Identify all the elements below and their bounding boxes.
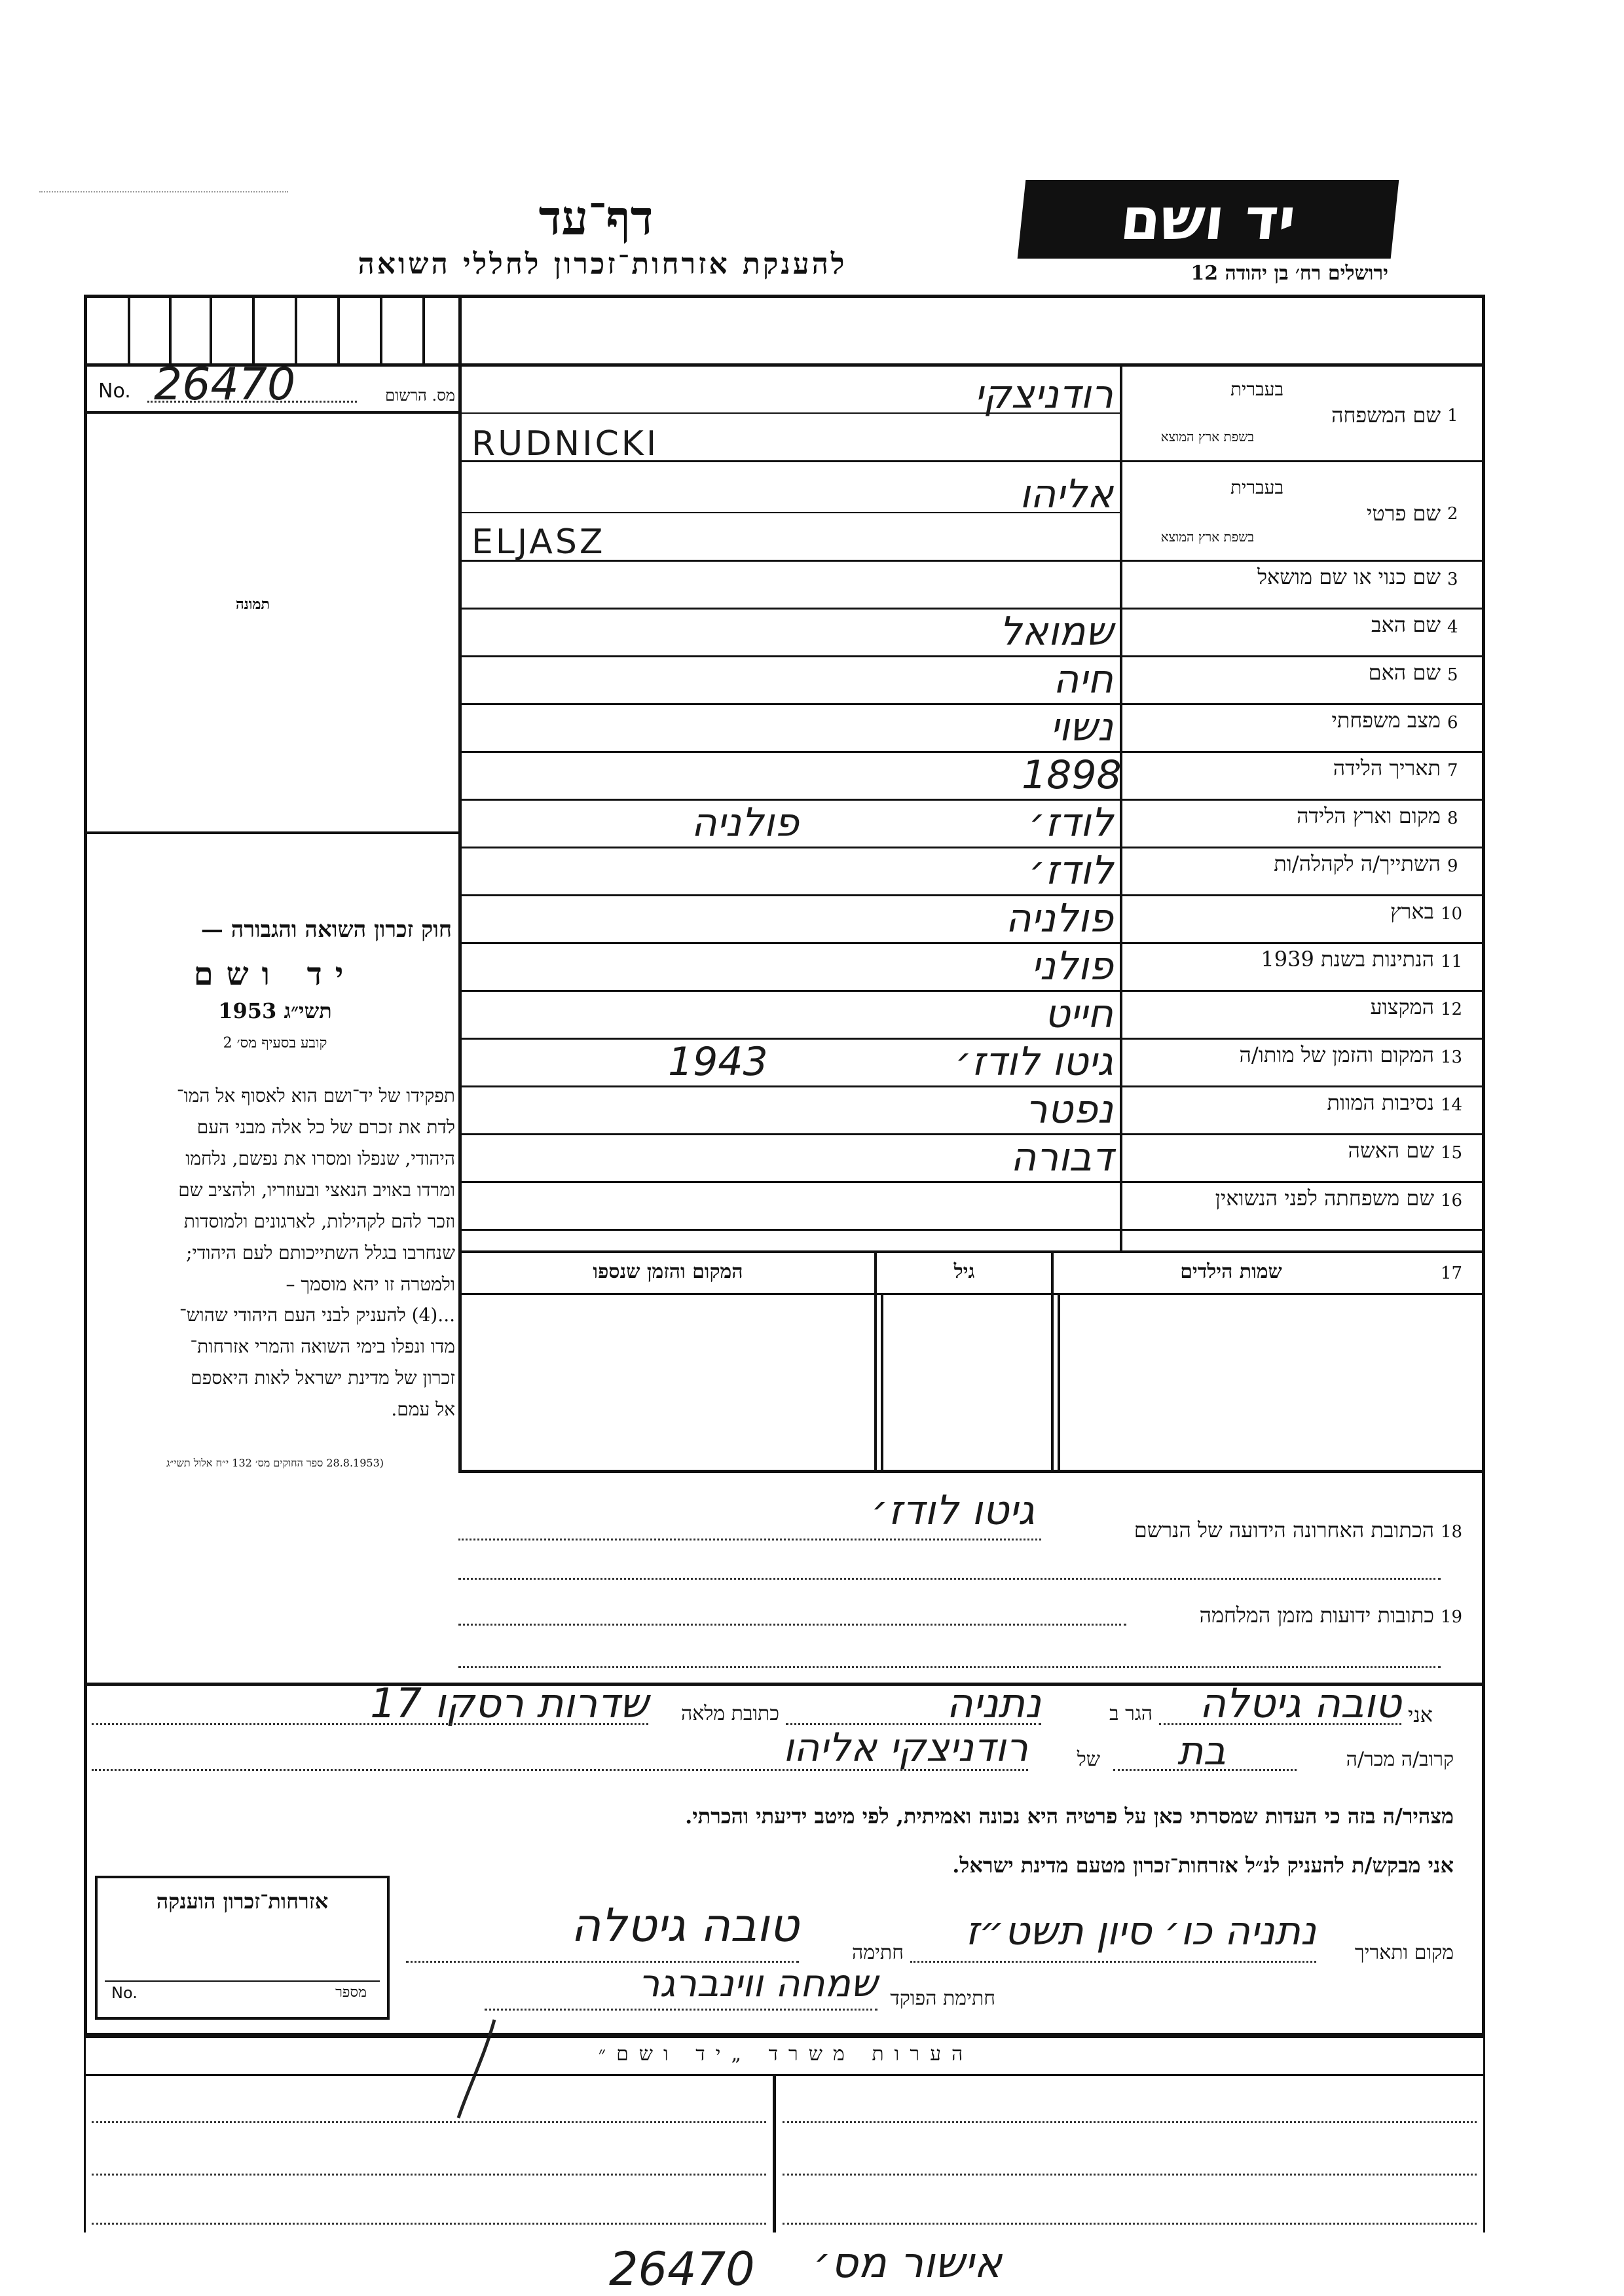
field-6-value: נשוי — [1050, 704, 1113, 750]
remarks-title: הערות משרד „יד ושם״ — [598, 2043, 974, 2066]
field-19-label: כתובות ידועות מזמן המלחמה — [1199, 1603, 1434, 1628]
field-2-sub-hebrew: בעברית — [1230, 477, 1283, 498]
field-2-label: שם פרטי — [1367, 501, 1441, 526]
field-8-value: לודז׳ — [1029, 800, 1113, 846]
field-1-number: 1 — [1447, 406, 1458, 426]
declarant-request: אני מבקש/ת להעניק לנ״ל אזרחות־זכרון מטעם מדינת ישראל. — [952, 1853, 1454, 1878]
field-3-label: שם כנוי או שם מושאל — [1257, 564, 1441, 589]
field-5-number: 5 — [1447, 665, 1458, 685]
field-9-label: השתייך/ה לקהלה/ות — [1274, 851, 1441, 876]
children-col-names: שמות הילדים — [1180, 1260, 1282, 1283]
declarant-relation: בת — [1177, 1728, 1227, 1774]
registration-no-label: No. — [98, 380, 131, 403]
field-16-label: שם משפחתה לפני הנשואין — [1215, 1186, 1434, 1211]
place-date-value: נתניה כו׳ סיון תשט״ז — [965, 1908, 1316, 1954]
field-3-number: 3 — [1447, 570, 1458, 589]
law-paragraph-1: תפקידו של יד־ושם הוא לאסוף אל המו־ לדת את זכרם של כל אלה מבני העם היהודי, שנפלו ומסרו את נפשם, נלחמו ומרדו באויב הנאצי ובעוזריו, ולהציב שם וזכר להם לקהילות, לארגונים ולמוסדות שנחרבו בגלל השתייכותם לעם היהודי; ולמטרה זו יהא מוסמך – — [176, 1085, 455, 1295]
approval-number: 26470 — [609, 2242, 755, 2296]
law-heading: חוק זכרון השואה והגבורה — — [200, 917, 452, 943]
field-1-label: שם המשפחה — [1331, 403, 1441, 428]
declarant-of-label: של — [1077, 1748, 1100, 1771]
declarant-city: נתניה — [946, 1679, 1041, 1727]
stamp-box-number-label: מספר — [335, 1984, 367, 2001]
field-15-number: 15 — [1441, 1143, 1463, 1163]
field-12-label: המקצוע — [1370, 994, 1434, 1019]
field-17-number: 17 — [1441, 1264, 1463, 1283]
field-7-number: 7 — [1447, 761, 1458, 780]
field-14-label: נסיבות המוות — [1327, 1090, 1434, 1115]
field-18-label: הכתובת האחרונה הידועה של הנרשם — [1134, 1518, 1434, 1542]
field-18-number: 18 — [1441, 1522, 1463, 1542]
field-1-sub-hebrew: בעברית — [1230, 378, 1283, 400]
form-title: דף־עד — [538, 190, 654, 246]
field-10-value: פולניה — [1005, 896, 1113, 941]
field-2-sub-origin: בשפת ארץ המוצא — [1160, 529, 1254, 545]
declarant-address: שדרות רסקו 17 — [370, 1679, 648, 1727]
place-date-label: מקום ותאריך — [1354, 1941, 1454, 1964]
field-7-label: תאריך הלידה — [1333, 756, 1441, 780]
field-13-value-year: 1943 — [668, 1039, 768, 1085]
field-14-value: נפטר — [1025, 1087, 1113, 1133]
stamp-box-title: אזרחות־זכרון הוענקה — [156, 1889, 329, 1914]
field-5-label: שם האם — [1368, 660, 1441, 685]
field-8-number: 8 — [1447, 809, 1458, 828]
field-10-number: 10 — [1441, 904, 1463, 924]
field-10-label: בארץ — [1390, 899, 1434, 924]
field-13-value: גיטו לודז׳ — [955, 1039, 1113, 1085]
field-9-value: לודז׳ — [1029, 848, 1113, 894]
field-2-number: 2 — [1447, 504, 1458, 524]
institution-address: ירושלים רח׳ בן יהודה 12 — [1190, 262, 1388, 285]
pen-stroke — [452, 2016, 504, 2121]
remarks-box — [84, 2036, 1485, 2038]
field-12-value: חייט — [1044, 991, 1113, 1037]
field-6-number: 6 — [1447, 713, 1458, 733]
signature-label: חתימה — [852, 1941, 904, 1964]
field-15-value: דבורה — [1010, 1135, 1113, 1180]
field-4-label: שם האב — [1371, 612, 1441, 637]
field-13-label: המקום והזמן של מותו/ה — [1239, 1042, 1434, 1067]
declarant-relative-label: קרוב/ה מכר/ה — [1346, 1748, 1454, 1771]
declarant-address-label: כתובת מלאה — [681, 1702, 779, 1725]
field-11-value: פולני — [1031, 943, 1113, 989]
official-signature-label: חתימת הפוקד — [890, 1987, 995, 2010]
field-9-number: 9 — [1447, 856, 1458, 876]
declarant-of-name: רודניצקי אליהו — [783, 1725, 1028, 1771]
form-subtitle: להענקת אזרחות־זכרון לחללי השואה — [358, 247, 847, 281]
field-11-label: הנתינות בשנת 1939 — [1261, 947, 1434, 972]
registration-label: מס. הרשום — [385, 386, 455, 405]
official-signature: שמחה ווינברגר — [638, 1961, 877, 2005]
field-15-label: שם האשה — [1348, 1138, 1434, 1163]
law-year: תשי״ג 1953 — [218, 998, 332, 1023]
yad-vashem-logo: יד ושם — [1018, 180, 1399, 259]
field-5-value: חיה — [1053, 657, 1113, 702]
declarant-name: טובה גיטלה — [1199, 1679, 1401, 1727]
law-clause: קובע בסעיף מס׳ 2 — [223, 1035, 327, 1051]
children-col-place: המקום והזמן שנספו — [593, 1260, 743, 1283]
declarant-signature: טובה גיטלה — [570, 1899, 799, 1952]
declarant-i-label: אני — [1408, 1702, 1433, 1727]
field-12-number: 12 — [1441, 1000, 1463, 1019]
field-13-number: 13 — [1441, 1048, 1463, 1067]
declarant-statement: מצהיר/ה בזה כי העדות שמסרתי כאן על פרטיה היא נכונה ואמיתית, לפי מיטב ידיעתי והכרתי. — [685, 1804, 1454, 1829]
stamp-box-no-label: No. — [111, 1984, 138, 2002]
field-4-number: 4 — [1447, 617, 1458, 637]
field-16-number: 16 — [1441, 1191, 1463, 1211]
field-11-number: 11 — [1441, 952, 1463, 972]
approval-note: אישור מס׳ — [813, 2239, 1002, 2287]
registration-number: 26470 — [154, 359, 296, 410]
law-paragraph-2: ...(4) להעניק לבני העם היהודי שהוש־ מדו ונפלו בימי השואה והמרי אזרחות־ זכרון של מדינת ישראל לאות היאספם אל עמם. — [179, 1304, 455, 1420]
children-col-age: גיל — [953, 1260, 975, 1283]
law-name: יד ושם — [193, 956, 357, 993]
law-footnote: (28.8.1953 ספר החוקים מס׳ 132 י״ח אלול תשי״ג — [166, 1457, 384, 1469]
field-6-label: מצב משפחתי — [1331, 708, 1441, 733]
field-8-label: מקום וארץ הלידה — [1297, 803, 1441, 828]
field-1-value-hebrew: רודניצקי — [974, 372, 1113, 418]
field-1-value-origin: RUDNICKI — [471, 424, 659, 464]
field-7-value: 1898 — [1022, 752, 1122, 798]
field-4-value: שמואל — [999, 609, 1113, 655]
field-18-value: גיטו לודז׳ — [871, 1486, 1035, 1534]
photo-label: תמונה — [236, 596, 270, 613]
field-14-number: 14 — [1441, 1095, 1463, 1115]
declarant-resides-label: הגר ב — [1109, 1702, 1153, 1725]
field-2-value-origin: ELJASZ — [471, 522, 606, 562]
field-8-value-country: פולניה — [691, 800, 799, 846]
field-19-number: 19 — [1441, 1607, 1463, 1627]
field-1-sub-origin: בשפת ארץ המוצא — [1160, 429, 1254, 445]
field-2-value-hebrew: אליהו — [1019, 471, 1113, 517]
